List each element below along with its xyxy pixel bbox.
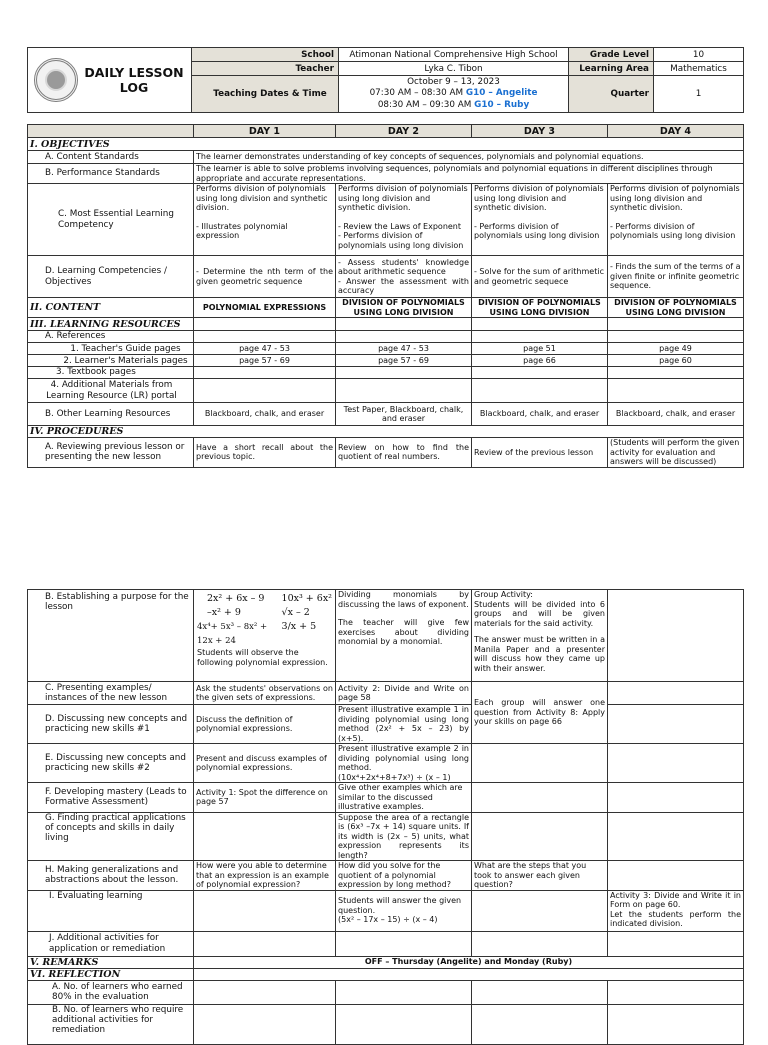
tg-day-1: page 47 - 53: [194, 343, 336, 355]
other-resources-label: B. Other Learning Resources: [28, 403, 194, 426]
proc-b-d2-a: Dividing monomials by discussing the laws of exponent.: [338, 590, 469, 609]
proc-i-day-3: [472, 890, 608, 931]
remarks-heading: V. REMARKS: [28, 956, 194, 968]
melc-d2-a: Performs division of polynomials using long division and synthetic division.: [338, 184, 468, 212]
proc-j-day-3: [472, 931, 608, 956]
procedure-h-label: H. Making generalizations and abstractions about the lesson.: [28, 861, 194, 891]
procedure-a-label: A. Reviewing previous lesson or presenting the new lesson: [28, 438, 194, 468]
teacher-value: Lyka C. Tibon: [339, 62, 569, 76]
procedure-j-label: J. Additional activities for application or remediation: [28, 931, 194, 956]
proc-a-day-1: Have a short recall about the previous topic.: [194, 438, 336, 468]
proc-d-day-1: Discuss the definition of polynomial expressions.: [194, 705, 336, 744]
melc-d2-c: - Performs division of polynomials using long division: [338, 231, 464, 250]
expr-4: √x – 2: [281, 607, 310, 618]
lesson-table-page-2: [27, 589, 744, 1045]
melc-d3-a: Performs division of polynomials using long division and synthetic division.: [474, 184, 604, 212]
performance-standards-label: B. Performance Standards: [28, 164, 194, 184]
melc-day-4: [608, 184, 744, 256]
day-3-header: DAY 3: [472, 125, 608, 138]
procedure-f-label: F. Developing mastery (Leads to Formative Assessment): [28, 783, 194, 813]
tg-day-4: page 49: [608, 343, 744, 355]
proc-a-day-3: Review of the previous lesson: [472, 438, 608, 468]
content-day-1: POLYNOMIAL EXPRESSIONS: [194, 298, 336, 318]
tg-day-2: page 47 - 53: [336, 343, 472, 355]
proc-i-day-1: [194, 890, 336, 931]
lc-d2-a: - Assess students' knowledge about arithmetic sequence: [338, 257, 469, 276]
lm-day-3: page 66: [472, 355, 608, 367]
proc-h-day-4: [608, 861, 744, 891]
am-day-2: [336, 379, 472, 403]
melc-d4-a: Performs division of polynomials using long division and synthetic division.: [610, 184, 740, 212]
melc-day-3: [472, 184, 608, 256]
day-1-header: DAY 1: [194, 125, 336, 138]
procedures-heading: IV. PROCEDURES: [28, 426, 744, 438]
grade-level-label: Grade Level: [569, 48, 654, 62]
lm-day-2: page 57 - 69: [336, 355, 472, 367]
melc-label: C. Most Essential Learning Competency: [28, 184, 194, 256]
tb-day-3: [472, 367, 608, 379]
proc-b-day-2: [336, 590, 472, 682]
content-standards-label: A. Content Standards: [28, 151, 194, 164]
proc-cd-day-3: Each group will answer one question from Activity 8: Apply your skills on page 66: [472, 682, 608, 744]
lc-day-3: - Solve for the sum of arithmetic and geometric sequece: [472, 256, 608, 298]
refl-b-day-3: [472, 1004, 608, 1044]
additional-materials-label: 4. Additional Materials from Learning Resource (LR) portal: [28, 379, 194, 403]
proc-b-d3-c: The answer must be written in a Manila Paper and a presenter will discuss how they came up with their answer.: [474, 635, 605, 673]
proc-b-d3-a: Group Activity:: [474, 590, 533, 599]
proc-e-day-4: [608, 744, 744, 783]
proc-c-day-4: [608, 682, 744, 705]
am-day-4: [608, 379, 744, 403]
other-day-2: Test Paper, Blackboard, chalk, and eraser: [336, 403, 472, 426]
other-day-1: Blackboard, chalk, and eraser: [194, 403, 336, 426]
proc-b-day-1: [194, 590, 336, 682]
refl-b-day-2: [336, 1004, 472, 1044]
school-label: School: [192, 48, 339, 62]
procedure-d-label: D. Discussing new concepts and practicing new skills #1: [28, 705, 194, 744]
procedure-c-label: C. Presenting examples/ instances of the new lesson: [28, 682, 194, 705]
proc-h-day-2: How did you solve for the quotient of a polynomial expression by long method?: [336, 861, 472, 891]
lc-day-1: - Determine the nth term of the given geometric sequence: [194, 256, 336, 298]
tb-day-2: [336, 367, 472, 379]
melc-d1-a: Performs division of polynomials using long division and synthetic division.: [196, 184, 328, 212]
schedule-line-1: [339, 88, 568, 100]
section-1: G10 – Angelite: [465, 88, 538, 99]
tg-day-3: page 51: [472, 343, 608, 355]
lr-empty-4: [608, 318, 744, 331]
melc-d3-b: - Performs division of polynomials using long division: [474, 221, 600, 240]
other-day-3: Blackboard, chalk, and eraser: [472, 403, 608, 426]
procedure-g-label: G. Finding practical applications of concepts and skills in daily living: [28, 812, 194, 861]
content-day-4: DIVISION OF POLYNOMIALS USING LONG DIVISION: [608, 298, 744, 318]
procedure-i-label: I. Evaluating learning: [28, 890, 194, 931]
school-value: Atimonan National Comprehensive High School: [339, 48, 569, 62]
melc-day-1: [194, 184, 336, 256]
ref-empty-4: [608, 331, 744, 343]
teaching-dates-value: [339, 76, 569, 113]
lc-day-2: [336, 256, 472, 298]
refl-a-day-2: [336, 980, 472, 1004]
lc-d2-b: - Answer the assessment with accuracy: [338, 276, 469, 295]
proc-a-day-4: (Students will perform the given activity for evaluation and answers will be discussed): [608, 438, 744, 468]
proc-b-day-3: [472, 590, 608, 682]
references-label: A. References: [28, 331, 194, 343]
expr-2: 10x³ + 6x²: [281, 593, 332, 604]
refl-b-day-1: [194, 1004, 336, 1044]
document-title: DAILY LESSON LOG: [84, 65, 184, 95]
proc-i-d2-b: (5x² – 17x – 15) ÷ (x – 4): [338, 915, 438, 925]
reflection-a-label: A. No. of learners who earned 80% in the evaluation: [28, 980, 194, 1004]
learning-resources-heading: III. LEARNING RESOURCES: [28, 318, 194, 331]
content-day-3: DIVISION OF POLYNOMIALS USING LONG DIVISION: [472, 298, 608, 318]
proc-h-day-1: How were you able to determine that an expression is an example of polynomial expression?: [194, 861, 336, 891]
proc-e-d2-b: (10x⁴+2x⁴+8+7x³) ÷ (x – 1): [338, 772, 451, 782]
proc-g-day-4: [608, 812, 744, 861]
quarter-label: Quarter: [569, 76, 654, 113]
proc-b-d2-b: The teacher will give few exercises about dividing monomial by a monomial.: [338, 618, 469, 646]
textbook-label: 3. Textbook pages: [28, 367, 194, 379]
refl-a-day-4: [608, 980, 744, 1004]
proc-f-day-1: Activity 1: Spot the difference on page 57: [194, 783, 336, 813]
proc-d-day-2: Present illustrative example 1 in dividing polynomial using long method (2x² + 5x – 23) by (x+5).: [336, 705, 472, 744]
proc-e-day-3: [472, 744, 608, 783]
proc-g-day-2: Suppose the area of a rectangle is (6x³ –7x + 14) square units. If its width is (2x – 5) units, what expression represents its length?: [336, 812, 472, 861]
deped-seal-logo: [34, 58, 78, 102]
refl-b-day-4: [608, 1004, 744, 1044]
day-4-header: DAY 4: [608, 125, 744, 138]
melc-d1-b: - Illustrates polynomial expression: [196, 221, 288, 240]
teaching-dates-label-text: Teaching Dates & Time: [213, 88, 327, 99]
corner-cell: [28, 125, 194, 138]
proc-e-day-1: Present and discuss examples of polynomial expressions.: [194, 744, 336, 783]
proc-b-day-4: [608, 590, 744, 682]
proc-i-d4-a: Activity 3: Divide and Write it in Form on page 60.: [610, 890, 741, 909]
lm-day-4: page 60: [608, 355, 744, 367]
proc-c-day-2: Activity 2: Divide and Write on page 58: [336, 682, 472, 705]
time-2: 08:30 AM – 09:30 AM: [377, 99, 472, 110]
remarks-value: OFF – Thursday (Angelite) and Monday (Ruby): [194, 956, 744, 968]
am-day-3: [472, 379, 608, 403]
lr-empty-2: [336, 318, 472, 331]
expr-3: –x² + 9: [207, 607, 241, 618]
objectives-heading: I. OBJECTIVES: [28, 138, 744, 151]
lm-day-1: page 57 - 69: [194, 355, 336, 367]
dates-line: October 9 – 13, 2023: [407, 76, 500, 87]
day-2-header: DAY 2: [336, 125, 472, 138]
proc-g-day-1: [194, 812, 336, 861]
proc-i-day-2: [336, 890, 472, 931]
ref-empty-2: [336, 331, 472, 343]
proc-a-day-2: Review on how to find the quotient of real numbers.: [336, 438, 472, 468]
proc-f-day-2: Give other examples which are similar to the discussed illustrative examples.: [336, 783, 472, 813]
procedure-b-label: B. Establishing a purpose for the lesson: [28, 590, 194, 682]
proc-g-day-3: [472, 812, 608, 861]
schedule-line-2: [339, 100, 568, 112]
reflection-heading: VI. REFLECTION: [28, 968, 194, 980]
lr-empty-3: [472, 318, 608, 331]
expr-6: 3/x + 5: [281, 621, 317, 632]
proc-j-day-1: [194, 931, 336, 956]
lr-empty-1: [194, 318, 336, 331]
time-1: 07:30 AM – 08:30 AM: [369, 88, 464, 99]
section-2: G10 – Ruby: [474, 99, 530, 110]
teaching-dates-label: [192, 76, 339, 113]
content-standards-value: The learner demonstrates understanding of key concepts of sequences, polynomials and polynomial equations.: [194, 151, 744, 164]
proc-j-day-4: [608, 931, 744, 956]
reflection-empty: [194, 968, 744, 980]
ref-empty-3: [472, 331, 608, 343]
proc-b-d1-text: Students will observe the following polynomial expression.: [197, 648, 328, 667]
proc-b-d3-b: Students will be divided into 6 groups and will be given materials for the said activity.: [474, 599, 605, 628]
proc-c-day-1: Ask the students' observations on the given sets of expressions.: [194, 682, 336, 705]
tb-day-1: [194, 367, 336, 379]
refl-a-day-1: [194, 980, 336, 1004]
proc-i-day-4: [608, 890, 744, 931]
learning-competencies-label: D. Learning Competencies / Objectives: [28, 256, 194, 298]
proc-j-day-2: [336, 931, 472, 956]
proc-i-d4-b: Let the students perform the indicated division.: [610, 909, 741, 928]
deped-header-block: [28, 48, 192, 113]
proc-d-day-4: [608, 705, 744, 744]
proc-f-day-3: [472, 783, 608, 813]
lc-day-4: - Finds the sum of the terms of a given finite or infinite geometric sequence.: [608, 256, 744, 298]
procedure-e-label: E. Discussing new concepts and practicing new skills #2: [28, 744, 194, 783]
quarter-value: 1: [654, 76, 744, 113]
header-table: [27, 47, 744, 113]
learning-area-value: Mathematics: [654, 62, 744, 76]
refl-a-day-3: [472, 980, 608, 1004]
tb-day-4: [608, 367, 744, 379]
teachers-guide-label: 1. Teacher's Guide pages: [28, 343, 194, 355]
lesson-table-page-1: [27, 124, 744, 468]
learning-area-label: Learning Area: [569, 62, 654, 76]
learners-materials-label: 2. Learner's Materials pages: [28, 355, 194, 367]
proc-e-d2-a: Present illustrative example 2 in dividing polynomial using long method.: [338, 744, 469, 772]
proc-e-day-2: [336, 744, 472, 783]
other-day-4: Blackboard, chalk, and eraser: [608, 403, 744, 426]
teacher-label: Teacher: [192, 62, 339, 76]
melc-d4-b: - Performs division of polynomials using long division: [610, 221, 736, 240]
am-day-1: [194, 379, 336, 403]
reflection-b-label: B. No. of learners who require additional activities for remediation: [28, 1004, 194, 1044]
melc-day-2: [336, 184, 472, 256]
ref-empty-1: [194, 331, 336, 343]
grade-level-value: 10: [654, 48, 744, 62]
expr-1: 2x² + 6x – 9: [207, 593, 265, 604]
proc-i-d2-a: Students will answer the given question.: [338, 896, 462, 915]
content-day-2: DIVISION OF POLYNOMIALS USING LONG DIVISION: [336, 298, 472, 318]
proc-f-day-4: [608, 783, 744, 813]
content-heading: II. CONTENT: [28, 298, 194, 318]
proc-h-day-3: What are the steps that you took to answer each given question?: [472, 861, 608, 891]
expression-grid: [197, 592, 332, 648]
performance-standards-value: The learner is able to solve problems involving sequences, polynomials and polynomial equations in different disciplines through appropriate and accurate representations.: [194, 164, 744, 184]
expr-5: 4x⁴+ 5x³ – 8x² + 12x + 24: [197, 622, 268, 646]
melc-d2-b: - Review the Laws of Exponent: [338, 221, 462, 231]
